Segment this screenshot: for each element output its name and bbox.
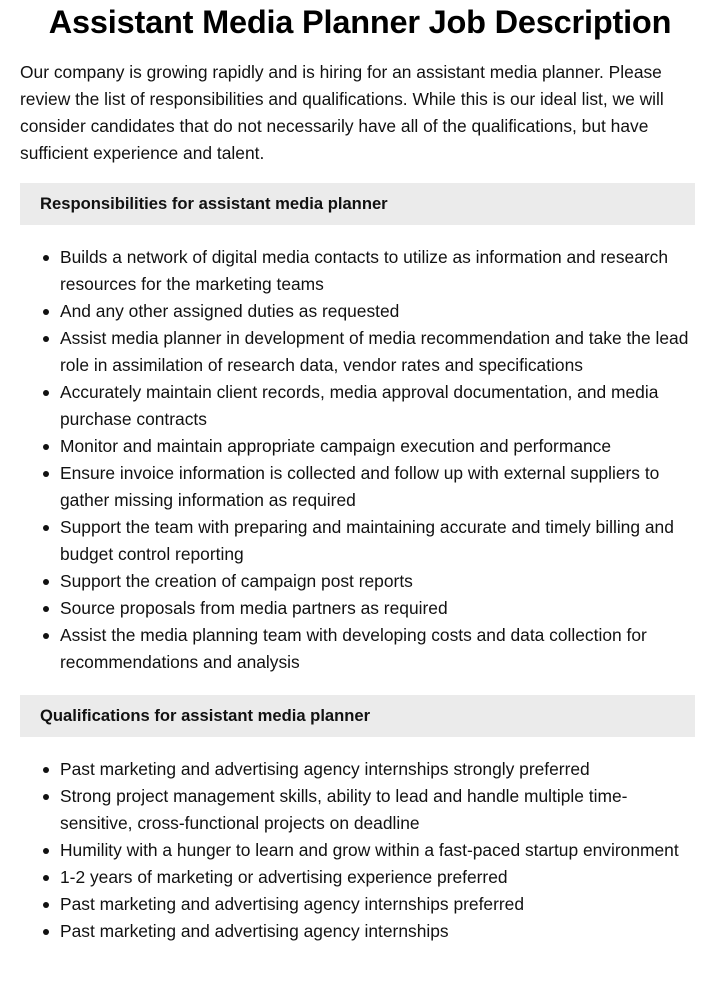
list-item-text: Assist the media planning team with developing costs and data collection for recommendations and analysis <box>60 625 647 672</box>
list-item <box>20 783 696 837</box>
list-item <box>20 460 696 514</box>
list-item <box>20 325 696 379</box>
bullet-icon <box>43 444 49 450</box>
page-title: Assistant Media Planner Job Description <box>48 4 672 40</box>
bullet-icon <box>43 525 49 531</box>
list-item-text: Support the team with preparing and maintaining accurate and timely billing and budget control reporting <box>60 517 674 564</box>
list-item <box>20 918 696 945</box>
responsibilities-header-label: Responsibilities for assistant media planner <box>40 194 388 213</box>
bullet-icon <box>43 579 49 585</box>
list-item <box>20 595 696 622</box>
bullet-icon <box>43 767 49 773</box>
list-item-text: Monitor and maintain appropriate campaign execution and performance <box>60 436 612 456</box>
bullet-icon <box>43 929 49 935</box>
bullet-icon <box>43 633 49 639</box>
list-item <box>20 514 696 568</box>
bullet-icon <box>43 606 49 612</box>
list-item <box>20 433 696 460</box>
bullet-icon <box>43 336 49 342</box>
list-item <box>20 244 696 298</box>
intro-paragraph: Our company is growing rapidly and is hiring for an assistant media planner. Please review the list of responsibilities and qualifications. While this is our ideal list, we will consider candidates that do not necessarily have all of the qualifications, but have sufficient experience and talent. <box>20 62 664 163</box>
list-item <box>20 568 696 595</box>
list-item-text: Source proposals from media partners as required <box>60 598 448 618</box>
bullet-icon <box>43 875 49 881</box>
qualifications-header <box>20 695 695 737</box>
qualifications-list <box>20 756 696 945</box>
bullet-icon <box>43 390 49 396</box>
list-item <box>20 622 696 676</box>
list-item-text: Assist media planner in development of media recommendation and take the lead role in assimilation of research data, vendor rates and specifications <box>60 328 689 375</box>
list-item <box>20 379 696 433</box>
list-item <box>20 891 696 918</box>
list-item <box>20 837 696 864</box>
responsibilities-header <box>20 183 695 225</box>
list-item-text: Strong project management skills, ability to lead and handle multiple time-sensitive, cross-functional projects on deadline <box>60 786 628 833</box>
list-item-text: And any other assigned duties as requested <box>60 301 400 321</box>
bullet-icon <box>43 471 49 477</box>
responsibilities-list <box>20 244 696 676</box>
bullet-icon <box>43 794 49 800</box>
list-item-text: Ensure invoice information is collected and follow up with external suppliers to gather missing information as required <box>60 463 660 510</box>
bullet-icon <box>43 255 49 261</box>
list-item-text: Accurately maintain client records, media approval documentation, and media purchase contracts <box>60 382 659 429</box>
list-item-text: Past marketing and advertising agency internships <box>60 921 449 941</box>
bullet-icon <box>43 902 49 908</box>
list-item <box>20 864 696 891</box>
list-item-text: Past marketing and advertising agency internships preferred <box>60 894 525 914</box>
qualifications-header-label: Qualifications for assistant media planner <box>40 706 371 725</box>
list-item-text: Past marketing and advertising agency internships strongly preferred <box>60 759 590 779</box>
list-item-text: Builds a network of digital media contacts to utilize as information and research resources for the marketing teams <box>60 247 669 294</box>
bullet-icon <box>43 848 49 854</box>
list-item <box>20 298 696 325</box>
list-item-text: Support the creation of campaign post reports <box>60 571 413 591</box>
list-item-text: 1-2 years of marketing or advertising experience preferred <box>60 867 508 887</box>
bullet-icon <box>43 309 49 315</box>
list-item-text: Humility with a hunger to learn and grow within a fast-paced startup environment <box>60 840 679 860</box>
list-item <box>20 756 696 783</box>
